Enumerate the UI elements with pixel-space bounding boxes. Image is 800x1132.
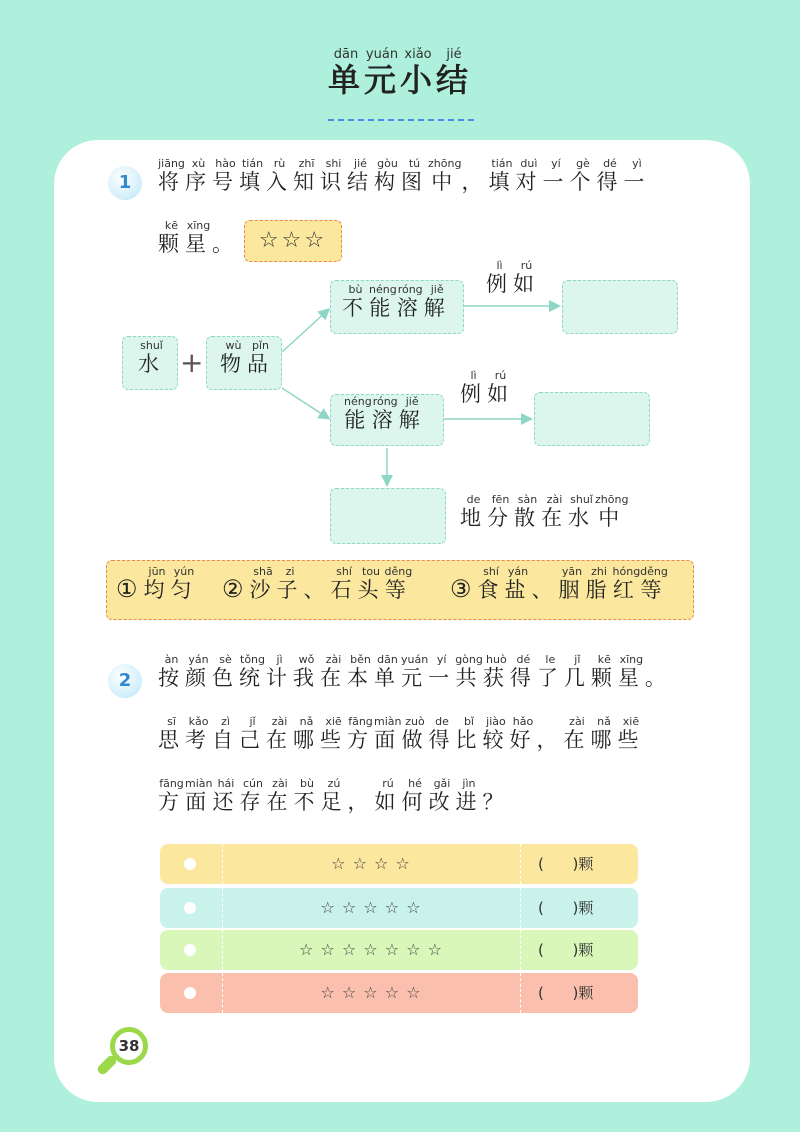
pinyin: [536, 715, 563, 728]
hanzi-char: 获huò: [482, 653, 510, 690]
pinyin: de: [460, 493, 487, 506]
hanzi-char: 。: [212, 232, 239, 256]
hanzi-char: 颗kē: [158, 219, 185, 256]
option-1-text: [143, 565, 198, 602]
hanzi-char: 水shuǐ: [568, 493, 595, 530]
hanzi-char: 图tú: [401, 157, 428, 194]
pinyin: miàn: [185, 777, 213, 790]
hanzi-char: 盐yán: [504, 565, 532, 602]
pinyin: xiǎo: [400, 47, 437, 62]
star-count-blank[interactable]: ( )颗: [538, 984, 594, 1002]
star-icons: ☆ ☆ ☆ ☆: [331, 854, 411, 873]
hanzi-char: 对duì: [515, 157, 543, 194]
hanzi-char: 考kǎo: [185, 715, 212, 752]
hanzi-char: 、: [532, 578, 559, 602]
pinyin: sī: [158, 715, 185, 728]
hanzi-char: 元yuán: [363, 47, 400, 99]
hanzi-char: 例lì: [460, 369, 487, 406]
pinyin: jiě: [398, 395, 426, 408]
pinyin: zì: [212, 715, 239, 728]
hanzi-char: 如rú: [487, 369, 514, 406]
pinyin: dān: [374, 653, 401, 666]
pinyin: zú: [320, 777, 348, 790]
question-2-number: 2: [108, 664, 142, 698]
pinyin: děng: [640, 565, 668, 578]
hanzi-char: 色sè: [212, 653, 239, 690]
pinyin: zài: [541, 493, 568, 506]
pinyin: shuǐ: [568, 493, 595, 506]
hanzi-char: 颜yán: [185, 653, 212, 690]
pinyin: yí: [428, 653, 456, 666]
pinyin: dé: [596, 157, 624, 170]
hanzi-char: ，: [536, 728, 563, 752]
pinyin: cún: [239, 777, 267, 790]
pinyin: jūn: [143, 565, 171, 578]
hanzi-char: 等děng: [640, 565, 668, 602]
hanzi-char: 何hé: [401, 777, 429, 814]
hanzi-char: 计jì: [266, 653, 293, 690]
hanzi-char: 中zhōng: [428, 157, 462, 194]
pinyin: yí: [542, 157, 570, 170]
pinyin: tián: [488, 157, 516, 170]
hanzi-char: 按àn: [158, 653, 185, 690]
hanzi-char: 构gòu: [374, 157, 401, 194]
hanzi-char: 物wù: [220, 339, 247, 376]
option-3-text: [477, 565, 668, 602]
hanzi-char: 石shí: [330, 565, 358, 602]
pinyin: tǒng: [239, 653, 266, 666]
color-dot-icon: [184, 987, 196, 999]
pinyin: tú: [401, 157, 428, 170]
star-row: [160, 844, 638, 884]
hanzi-char: 填tián: [239, 157, 266, 194]
example-label-1: [486, 260, 540, 298]
pinyin: zhī: [293, 157, 320, 170]
pinyin: kǎo: [185, 715, 212, 728]
pinyin: nǎ: [293, 715, 320, 728]
pinyin: yán: [185, 653, 212, 666]
pinyin: yuán: [363, 47, 400, 62]
hanzi-char: 单dān: [327, 47, 364, 99]
hanzi-char: 在zài: [541, 493, 568, 530]
pinyin: yuán: [401, 653, 429, 666]
hanzi-char: 还hái: [212, 777, 240, 814]
pinyin: zhōng: [428, 157, 462, 170]
hanzi-char: 了le: [536, 653, 564, 690]
pinyin: yān: [558, 565, 586, 578]
hanzi-char: 一yí: [542, 157, 570, 194]
pinyin: kē: [158, 219, 185, 232]
pinyin: jì: [266, 653, 293, 666]
hanzi-char: 改gǎi: [428, 777, 456, 814]
pinyin: miàn: [374, 715, 402, 728]
hanzi-char: 在zài: [320, 653, 347, 690]
pinyin: [347, 777, 374, 790]
hanzi-char: 子zi: [276, 565, 304, 602]
hanzi-char: 方fāng: [158, 777, 185, 814]
soluble-answer-box[interactable]: [534, 392, 650, 446]
hanzi-char: 我wǒ: [293, 653, 320, 690]
three-star-rating: ☆☆☆: [244, 220, 342, 262]
pinyin: bù: [342, 283, 369, 296]
dispersed-answer-box[interactable]: [330, 488, 446, 544]
hanzi-char: 解jiě: [398, 395, 426, 432]
pinyin: zhi: [585, 565, 613, 578]
pinyin: [304, 565, 331, 578]
page-number: 38: [110, 1027, 148, 1065]
pinyin: tián: [239, 157, 266, 170]
hanzi-char: 结jié: [436, 47, 473, 99]
pinyin: jié: [347, 157, 374, 170]
item-label: [220, 340, 274, 378]
pinyin: yún: [170, 565, 198, 578]
star-count-blank[interactable]: ( )颗: [538, 855, 594, 873]
pinyin: fāng: [347, 715, 374, 728]
pinyin: hái: [212, 777, 240, 790]
option-1: [116, 566, 198, 604]
hanzi-char: 做zuò: [401, 715, 429, 752]
pinyin: xù: [185, 157, 212, 170]
hanzi-char: 好hǎo: [509, 715, 537, 752]
pinyin: jìn: [455, 777, 483, 790]
hanzi-char: 较jiào: [482, 715, 510, 752]
hanzi-char: 个gè: [569, 157, 597, 194]
pinyin: jǐ: [563, 653, 591, 666]
pinyin: róng: [371, 395, 399, 408]
pinyin: de: [428, 715, 456, 728]
star-row: [160, 930, 638, 970]
star-count-blank[interactable]: ( )颗: [538, 899, 594, 917]
pinyin: yì: [623, 157, 651, 170]
pinyin: jǐ: [239, 715, 266, 728]
pinyin: dān: [327, 47, 364, 62]
hanzi-char: 单dān: [374, 653, 401, 690]
pinyin: zài: [266, 777, 294, 790]
option-2-number: ②: [222, 575, 250, 603]
hanzi-char: 头tou: [357, 565, 385, 602]
pinyin: shí: [330, 565, 358, 578]
option-3: [450, 566, 668, 604]
pinyin: lì: [460, 369, 487, 382]
pinyin: jiě: [423, 283, 451, 296]
arrow-to-soluble: [282, 388, 328, 418]
pinyin: rú: [487, 369, 514, 382]
hanzi-char: 结jié: [347, 157, 374, 194]
pinyin: hé: [401, 777, 429, 790]
hanzi-char: 水shuǐ: [138, 339, 165, 376]
dispersed-label: [460, 494, 628, 532]
pinyin: zài: [266, 715, 293, 728]
hanzi-char: ，: [461, 170, 488, 194]
pinyin: bù: [293, 777, 321, 790]
pinyin: sàn: [514, 493, 541, 506]
hanzi-char: 些xiē: [320, 715, 347, 752]
pinyin: zài: [320, 653, 347, 666]
hanzi-char: ，: [347, 790, 374, 814]
question-2-line-3: [158, 778, 509, 816]
pinyin: shuǐ: [138, 339, 165, 352]
hanzi-char: 本běn: [347, 653, 374, 690]
pinyin: pǐn: [247, 339, 274, 352]
pinyin: gǎi: [428, 777, 456, 790]
pinyin: hào: [212, 157, 239, 170]
hanzi-char: 匀yún: [170, 565, 198, 602]
pinyin: àn: [158, 653, 185, 666]
example-label-2: [460, 370, 514, 408]
pinyin: shí: [477, 565, 505, 578]
hanzi-char: 识shi: [320, 157, 347, 194]
pinyin: zhōng: [595, 493, 629, 506]
pinyin: shā: [249, 565, 277, 578]
pinyin: dé: [509, 653, 537, 666]
pinyin: néng: [344, 395, 372, 408]
pinyin: duì: [515, 157, 543, 170]
hanzi-char: 己jǐ: [239, 715, 266, 752]
hanzi-char: 红hóng: [612, 565, 641, 602]
pinyin: róng: [396, 283, 424, 296]
hanzi-char: 散sàn: [514, 493, 541, 530]
pinyin: zài: [563, 715, 591, 728]
hanzi-char: 统tǒng: [239, 653, 266, 690]
pinyin: hǎo: [509, 715, 537, 728]
hanzi-char: 哪nǎ: [293, 715, 320, 752]
hanzi-char: 能néng: [369, 283, 397, 320]
pinyin: hóng: [612, 565, 641, 578]
star-icons: ☆ ☆ ☆ ☆ ☆: [320, 983, 422, 1002]
pinyin: fēn: [487, 493, 514, 506]
pinyin: zi: [276, 565, 304, 578]
hanzi-char: 面miàn: [374, 715, 402, 752]
pinyin: le: [536, 653, 564, 666]
color-dot-icon: [184, 944, 196, 956]
pinyin: tou: [357, 565, 385, 578]
hanzi-char: 共gòng: [455, 653, 483, 690]
hanzi-char: 如rú: [374, 777, 402, 814]
hanzi-char: 均jūn: [143, 565, 171, 602]
hanzi-char: 能néng: [344, 395, 372, 432]
hanzi-char: 地de: [460, 493, 487, 530]
pinyin: fāng: [158, 777, 185, 790]
hanzi-char: 面miàn: [185, 777, 213, 814]
hanzi-char: 序xù: [185, 157, 212, 194]
pinyin: néng: [369, 283, 397, 296]
pinyin: bǐ: [455, 715, 483, 728]
hanzi-char: 星xīng: [617, 653, 645, 690]
pinyin: xīng: [185, 219, 212, 232]
hanzi-char: 自zì: [212, 715, 239, 752]
hanzi-char: 不bù: [293, 777, 321, 814]
pinyin: jiāng: [158, 157, 185, 170]
pinyin: jiào: [482, 715, 510, 728]
pinyin: rú: [374, 777, 402, 790]
pinyin: běn: [347, 653, 374, 666]
plus-sign: +: [180, 346, 204, 379]
question-1-number: 1: [108, 166, 142, 200]
hanzi-char: 溶róng: [396, 283, 424, 320]
question-2-line-1: [158, 654, 672, 692]
hanzi-char: 入rù: [266, 157, 293, 194]
pinyin: xiē: [320, 715, 347, 728]
star-icons: ☆ ☆ ☆ ☆ ☆ ☆ ☆: [299, 940, 443, 959]
hanzi-char: 号hào: [212, 157, 239, 194]
pinyin: gòu: [374, 157, 401, 170]
hanzi-char: 得dé: [596, 157, 624, 194]
star-row: [160, 973, 638, 1013]
star-row: [160, 888, 638, 928]
water-label: [138, 340, 165, 378]
color-dot-icon: [184, 858, 196, 870]
hanzi-char: 进jìn: [455, 777, 483, 814]
hanzi-char: 食shí: [477, 565, 505, 602]
hanzi-char: 一yí: [428, 653, 456, 690]
hanzi-char: 方fāng: [347, 715, 374, 752]
pinyin: sè: [212, 653, 239, 666]
pinyin: rú: [513, 259, 540, 272]
hanzi-char: 在zài: [266, 777, 294, 814]
pinyin: kē: [590, 653, 618, 666]
hanzi-char: 得dé: [509, 653, 537, 690]
option-3-number: ③: [450, 575, 478, 603]
option-2-text: [249, 565, 413, 602]
soluble-label: [344, 396, 426, 434]
option-1-number: ①: [116, 575, 144, 603]
hanzi-char: 胭yān: [558, 565, 586, 602]
pinyin: shi: [320, 157, 347, 170]
hanzi-char: 知zhī: [293, 157, 320, 194]
star-icons: ☆ ☆ ☆ ☆ ☆: [320, 898, 422, 917]
hanzi-char: 小xiǎo: [400, 47, 437, 99]
hanzi-char: 星xīng: [185, 219, 212, 256]
hanzi-char: 比bǐ: [455, 715, 483, 752]
pinyin: huò: [482, 653, 510, 666]
hanzi-char: 溶róng: [371, 395, 399, 432]
hanzi-char: 存cún: [239, 777, 267, 814]
hanzi-char: 等děng: [384, 565, 413, 602]
hanzi-char: 得de: [428, 715, 456, 752]
pinyin: gè: [569, 157, 597, 170]
pinyin: [482, 777, 509, 790]
pinyin: lì: [486, 259, 513, 272]
pinyin: nǎ: [590, 715, 618, 728]
hanzi-char: 些xiē: [617, 715, 645, 752]
hanzi-char: 思sī: [158, 715, 185, 752]
hanzi-char: 在zài: [563, 715, 591, 752]
pinyin: xiē: [617, 715, 645, 728]
pinyin: zuò: [401, 715, 429, 728]
hanzi-char: 如rú: [513, 259, 540, 296]
hanzi-char: 解jiě: [423, 283, 451, 320]
color-dot-icon: [184, 902, 196, 914]
insoluble-label: [342, 284, 451, 322]
hanzi-char: 。: [645, 666, 672, 690]
hanzi-char: 品pǐn: [247, 339, 274, 376]
hanzi-char: ？: [482, 790, 509, 814]
option-2: [222, 566, 412, 604]
pinyin: wǒ: [293, 653, 320, 666]
arrow-to-insoluble: [282, 310, 328, 352]
pinyin: wù: [220, 339, 247, 352]
hanzi-char: 中zhōng: [595, 493, 629, 530]
hanzi-char: 分fēn: [487, 493, 514, 530]
pinyin: gòng: [455, 653, 483, 666]
hanzi-char: 元yuán: [401, 653, 429, 690]
hanzi-char: 在zài: [266, 715, 293, 752]
hanzi-char: 填tián: [488, 157, 516, 194]
hanzi-char: 足zú: [320, 777, 348, 814]
hanzi-char: 颗kē: [590, 653, 618, 690]
pinyin: [645, 653, 672, 666]
hanzi-char: 一yì: [623, 157, 651, 194]
pinyin: xīng: [617, 653, 645, 666]
hanzi-char: 将jiāng: [158, 157, 185, 194]
insoluble-answer-box[interactable]: [562, 280, 678, 334]
hanzi-char: 脂zhi: [585, 565, 613, 602]
question-2-line-2: [158, 716, 644, 754]
hanzi-char: 哪nǎ: [590, 715, 618, 752]
pinyin: [532, 565, 559, 578]
hanzi-char: 几jǐ: [563, 653, 591, 690]
hanzi-char: 例lì: [486, 259, 513, 296]
pinyin: yán: [504, 565, 532, 578]
pinyin: jié: [436, 47, 473, 62]
hanzi-char: 不bù: [342, 283, 369, 320]
star-count-blank[interactable]: ( )颗: [538, 941, 594, 959]
hanzi-char: 、: [304, 578, 331, 602]
pinyin: děng: [384, 565, 413, 578]
pinyin: rù: [266, 157, 293, 170]
hanzi-char: 沙shā: [249, 565, 277, 602]
